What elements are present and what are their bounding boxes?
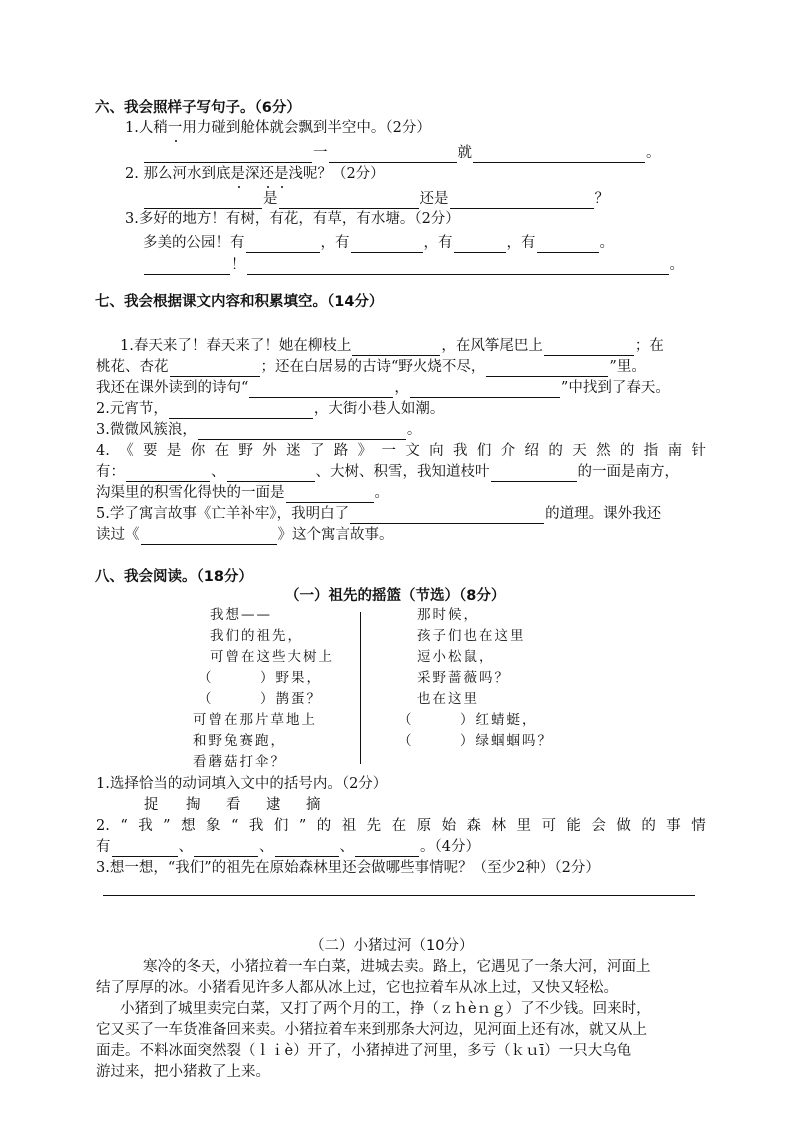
text: 2. 那么河水到底 <box>125 166 231 182</box>
text: 1.人稍 <box>125 120 168 136</box>
text: ， <box>394 380 409 396</box>
answer-blank[interactable] <box>355 840 419 857</box>
char: 《 <box>119 443 134 459</box>
text: 浅呢？（2分） <box>288 166 385 182</box>
char: 我 <box>453 443 468 459</box>
text: 。 <box>374 485 389 501</box>
dotted-char: 是 <box>273 166 289 182</box>
char: 原 <box>416 818 432 834</box>
answer-blank[interactable] <box>126 465 210 482</box>
text: 沟渠里的积雪化得快的一面是 <box>96 485 285 501</box>
text: 。（4分） <box>420 839 480 855</box>
char: 野 <box>238 443 253 459</box>
char: 我 <box>248 818 264 834</box>
poem-line: 看蘑菇打伞？ <box>193 754 286 770</box>
s8-q2-line2 <box>96 837 480 857</box>
text: 就 <box>269 120 284 136</box>
answer-blank[interactable] <box>351 236 423 253</box>
text: 。 <box>669 257 684 273</box>
text: 、大树、积雪，我知道枝叶 <box>315 464 490 480</box>
poem-line: 和野兔赛跑， <box>193 733 286 749</box>
text: 3.微微风簇浪， <box>96 422 197 438</box>
poem-divider <box>360 612 361 764</box>
answer-blank[interactable] <box>275 840 339 857</box>
char: 的 <box>316 818 332 834</box>
char: 里 <box>516 818 531 834</box>
paragraph-line: 面走。不料冰面突然裂（ｌｉè）开了，小猪掉进了河里，多亏（ｋｕī）一只大乌龟 <box>96 1043 632 1059</box>
char: 向 <box>429 443 444 459</box>
char: 4. <box>96 443 110 459</box>
s7-q4-line3 <box>96 483 389 503</box>
text: ，有 <box>423 235 453 251</box>
text: 。 <box>599 235 614 251</box>
paragraph-line: 寒冷的冬天，小猪拉着一车白菜，进城去卖。路上，它遇见了一条大河，河面上 <box>143 959 651 975</box>
poem-line: 那时候， <box>417 607 479 623</box>
s7-q3 <box>96 420 421 440</box>
s7-q4-line1 <box>96 441 706 461</box>
text: 。 <box>406 422 422 438</box>
char: 一 <box>381 443 396 459</box>
s7-q2 <box>96 399 444 419</box>
s7-q5-line1 <box>96 504 661 524</box>
answer-blank[interactable] <box>329 146 457 163</box>
answer-blank[interactable] <box>170 360 260 377</box>
answer-blank[interactable] <box>352 339 440 356</box>
char: 要 <box>143 443 158 459</box>
text: 有： <box>96 464 125 480</box>
char: 我 <box>138 818 153 834</box>
s6-q2-prompt <box>125 164 385 184</box>
char: 在 <box>391 818 407 834</box>
s6-q3-answer-1 <box>143 233 614 253</box>
poem-line: （ ）红蜻蜓， <box>398 712 538 728</box>
text: 一 <box>313 145 328 161</box>
char: 路 <box>333 443 349 459</box>
char: 迷 <box>286 443 301 459</box>
poem-line: 我们的祖先， <box>210 628 303 644</box>
char: 能 <box>566 818 581 834</box>
answer-blank[interactable] <box>227 465 315 482</box>
text: 深 <box>244 166 260 182</box>
char: 象 <box>206 818 221 834</box>
char: 指 <box>643 443 659 459</box>
text: 是 <box>263 191 278 207</box>
answer-blank[interactable] <box>249 381 393 398</box>
text: 读过《 <box>96 527 140 543</box>
char: 林 <box>491 818 506 834</box>
s7-q5-line2 <box>96 525 394 545</box>
dotted-char: 一 <box>167 120 183 136</box>
answer-blank[interactable] <box>247 258 669 275</box>
verb-option: 看 <box>226 797 241 813</box>
char: 们 <box>476 443 492 459</box>
text: 、 <box>339 839 354 855</box>
char: 在 <box>214 443 230 459</box>
text: 就 <box>457 145 472 161</box>
s7-q1-line3 <box>96 378 670 398</box>
text: 。 <box>646 145 661 161</box>
poem-line: 我想—— <box>210 607 272 623</box>
answer-blank[interactable] <box>279 192 419 209</box>
char: 介 <box>500 443 516 459</box>
char: 了 <box>309 443 325 459</box>
text: 桃花、杏花 <box>96 359 169 375</box>
s7-q1-line2 <box>96 357 646 377</box>
text: 会飘到半空中。（2分） <box>283 120 431 136</box>
char: 》 <box>357 443 373 459</box>
s6-q3-answer-2 <box>143 255 684 275</box>
s6-q1-answer <box>143 143 661 163</box>
char: 先 <box>366 818 382 834</box>
text: ，有 <box>320 235 350 251</box>
char: 天 <box>572 443 587 459</box>
answer-blank[interactable] <box>144 146 312 163</box>
paragraph-line: 它又买了一车货准备回来卖。小猪拉着车来到那条大河边，见河面上还有冰，就又从上 <box>96 1022 647 1038</box>
text: 、 <box>259 839 274 855</box>
char: 南 <box>667 443 683 459</box>
text: ；在 <box>634 338 664 354</box>
answer-line[interactable] <box>103 895 695 896</box>
text: ”里。 <box>609 359 646 375</box>
text: ，有 <box>506 235 536 251</box>
text: 2.元宵节， <box>96 401 168 417</box>
answer-blank[interactable] <box>473 146 645 163</box>
answer-blank[interactable] <box>544 339 634 356</box>
text: 、 <box>178 839 193 855</box>
text: 的道理。课外我还 <box>545 506 662 522</box>
poem-line: 孩子们也在这里 <box>417 628 526 644</box>
s7-q1-line1 <box>120 336 664 356</box>
verb-option: 逮 <box>266 797 281 813</box>
answer-blank[interactable] <box>537 236 599 253</box>
char: ” <box>163 818 171 834</box>
s6-q1-prompt <box>125 118 431 138</box>
text: 1.春天来了！春天来了！她在柳枝上 <box>120 338 352 354</box>
char: 你 <box>190 443 206 459</box>
paragraph-line: 小猪到了城里卖完白菜，又打了两个月的工，挣（ｚｈèｎｇ）了不少钱。回来时， <box>120 1001 651 1017</box>
text: ！ <box>231 257 246 273</box>
char: 2. <box>96 818 110 834</box>
answer-blank[interactable] <box>198 423 406 440</box>
section-6-heading: 六、我会照样子写句子。（6分） <box>95 100 301 116</box>
answer-blank[interactable] <box>194 840 258 857</box>
text: 多美的公园！有 <box>143 235 245 251</box>
answer-blank[interactable] <box>144 258 230 275</box>
answer-blank[interactable] <box>144 192 262 209</box>
answer-blank[interactable] <box>454 236 506 253</box>
char: 绍 <box>524 443 540 459</box>
s8-q3: 3.想一想，“我们”的祖先在原始森林里还会做哪些事情呢？（至少2种）（2分） <box>96 860 600 876</box>
verb-option: 摘 <box>306 797 321 813</box>
paragraph-line: 结了厚厚的冰。小猪看见许多人都从冰上过，它也拉着车从冰上过，又快又轻松。 <box>96 980 618 996</box>
text: 我还在课外读到的诗句“ <box>96 380 249 396</box>
answer-blank[interactable] <box>141 528 277 545</box>
poem-line: （ ）鹊蛋？ <box>198 691 322 707</box>
char: 的 <box>619 443 635 459</box>
poem-line: （ ）绿蝈蝈吗？ <box>398 733 553 749</box>
s7-q4-line2 <box>96 462 679 482</box>
text: 用力碰到舱体 <box>182 120 270 136</box>
part2-title: （二）小猪过河（10分） <box>310 938 474 954</box>
char: “ <box>231 818 239 834</box>
char: 做 <box>616 818 631 834</box>
text: ，大街小巷人如潮。 <box>313 401 445 417</box>
char: 森 <box>466 818 482 834</box>
char: 们 <box>273 818 289 834</box>
verb-option: 捉 <box>144 797 159 813</box>
text: 》这个寓言故事。 <box>277 527 394 543</box>
answer-blank[interactable] <box>486 360 608 377</box>
s6-q3-prompt: 3.多好的地方！有树，有花，有草，有水塘。（2分） <box>125 211 460 227</box>
poem-line: 逗小松鼠， <box>417 649 495 665</box>
section-8-heading: 八、我会阅读。（18分） <box>95 569 253 585</box>
answer-blank[interactable] <box>350 507 544 524</box>
char: 祖 <box>341 818 357 834</box>
part1-title: （一）祖先的摇篮（节选）（8分） <box>285 588 506 604</box>
char: 想 <box>181 818 196 834</box>
poem-line: 可曾在那片草地上 <box>193 712 317 728</box>
char: 会 <box>591 818 606 834</box>
poem-line: 采野蔷薇吗？ <box>417 670 510 686</box>
poem-line: 可曾在这些大树上 <box>210 649 334 665</box>
poem-line: 也在这里 <box>417 691 479 707</box>
text: ，在风筝尾巴上 <box>441 338 543 354</box>
text: ？ <box>594 191 609 207</box>
char: 文 <box>405 443 420 459</box>
dotted-char: 是 <box>230 166 245 182</box>
char: 的 <box>641 818 656 834</box>
char: 的 <box>548 443 563 459</box>
char: ” <box>298 818 307 834</box>
section-7-heading: 七、我会根据课文内容和积累填空。（14分） <box>95 294 384 310</box>
char: 然 <box>596 443 611 459</box>
answer-blank[interactable] <box>286 486 374 503</box>
s8-q1: 1.选择恰当的动词填入文中的括号内。（2分） <box>96 776 388 792</box>
text: 的一面是南方， <box>577 464 679 480</box>
text: ”中找到了春天。 <box>560 380 670 396</box>
answer-blank[interactable] <box>450 192 594 209</box>
answer-blank[interactable] <box>169 402 313 419</box>
char: 始 <box>441 818 457 834</box>
char: “ <box>120 818 128 834</box>
char: 可 <box>541 818 556 834</box>
s8-q2-line1 <box>96 816 706 836</box>
s6-q2-answer <box>143 189 609 209</box>
answer-blank[interactable] <box>246 236 320 253</box>
char: 是 <box>166 443 182 459</box>
char: 外 <box>262 443 277 459</box>
text: 5.学了寓言故事《亡羊补牢》，我明白了 <box>96 506 350 522</box>
answer-blank[interactable] <box>112 840 178 857</box>
poem-line: （ ）野果， <box>198 670 322 686</box>
answer-blank[interactable] <box>491 465 577 482</box>
text: 、 <box>211 464 226 480</box>
verb-option: 掏 <box>186 797 201 813</box>
char: 情 <box>691 818 706 834</box>
text: 有 <box>96 839 111 855</box>
text: ；还在白居易的古诗“野火烧不尽， <box>260 359 486 375</box>
char: 针 <box>691 443 706 459</box>
dotted-char: 还 <box>259 166 274 182</box>
paragraph-line: 游过来，把小猪救了上来。 <box>96 1064 270 1080</box>
char: 事 <box>666 818 681 834</box>
text: 还是 <box>419 191 449 207</box>
answer-blank[interactable] <box>410 381 560 398</box>
